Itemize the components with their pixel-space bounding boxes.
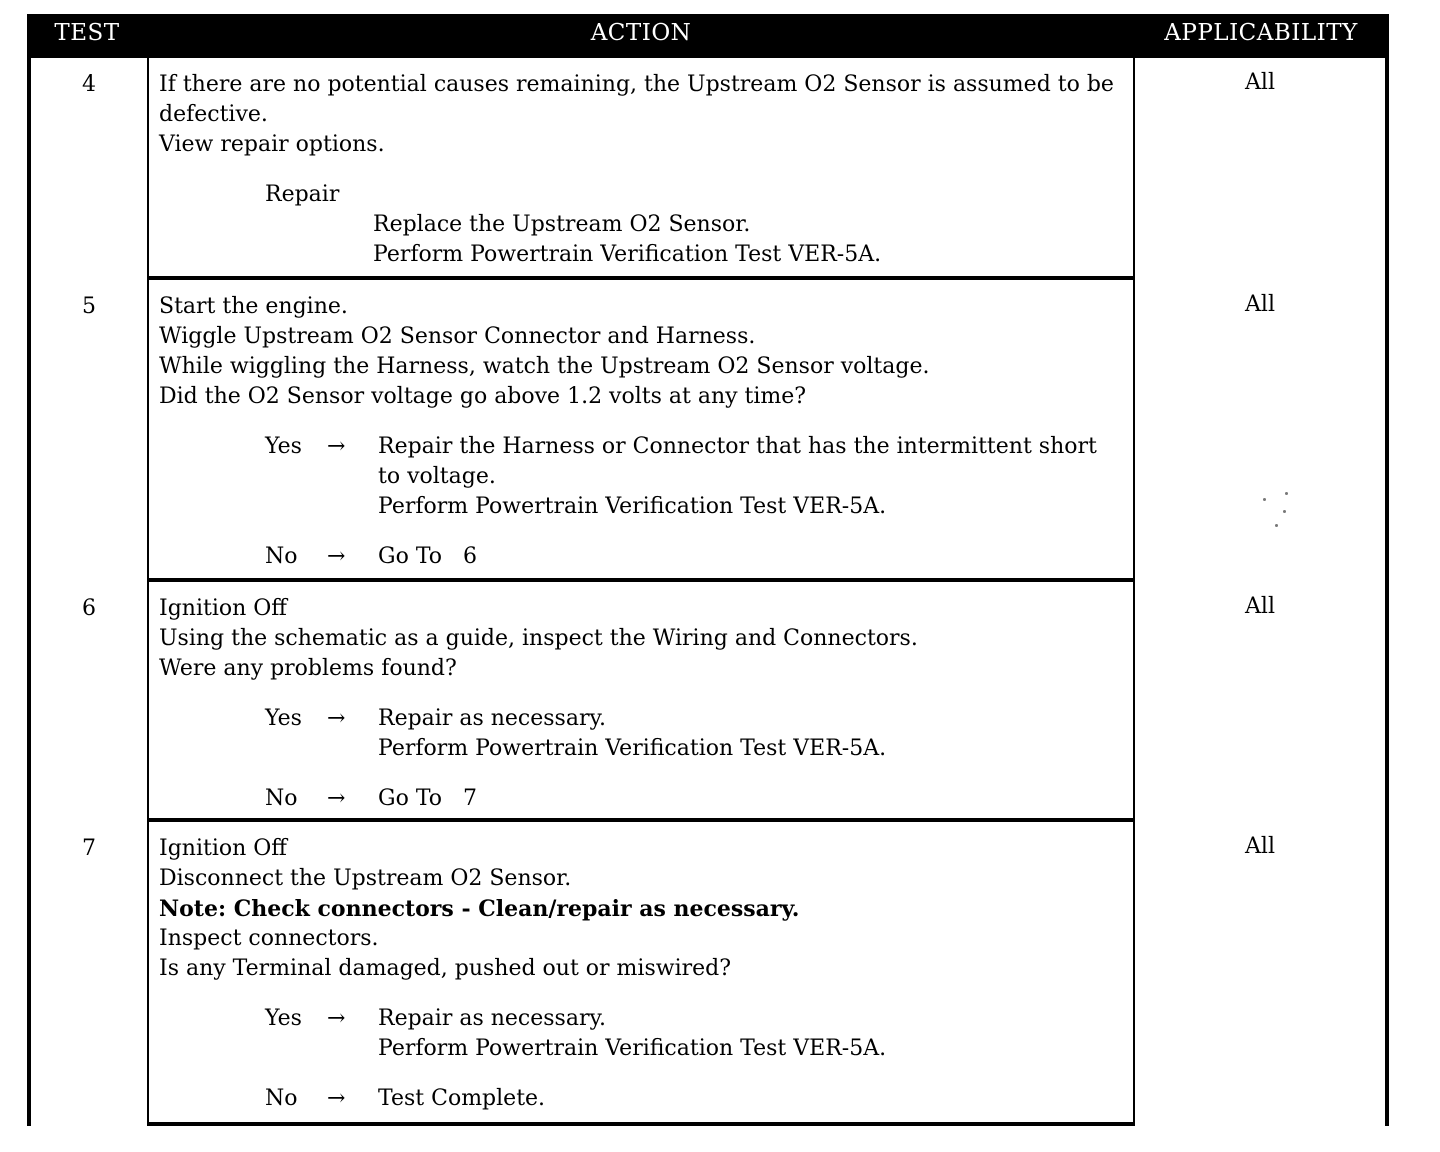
table-header — [27, 14, 1389, 55]
action-line: Using the schematic as a guide, inspect the Wiring and Connectors. — [159, 626, 918, 651]
arrow-right-icon: → — [327, 434, 346, 459]
no-branch — [159, 1084, 1133, 1114]
action-line: defective. — [159, 102, 268, 127]
arrow-right-icon: → — [327, 786, 346, 811]
no-label: No — [265, 1086, 298, 1111]
yes-line: Perform Powertrain Verification Test VER-5A. — [378, 736, 887, 761]
action-line: View repair options. — [159, 132, 385, 157]
applicability-6: All — [1135, 582, 1385, 830]
header-test: TEST — [54, 20, 120, 46]
action-line: Ignition Off — [159, 596, 287, 621]
scan-speck — [1283, 510, 1286, 513]
yes-line: Repair the Harness or Connector that has the intermittent short — [378, 434, 1097, 459]
action-line: Inspect connectors. — [159, 926, 379, 951]
action-line: Did the O2 Sensor voltage go above 1.2 volts at any time? — [159, 384, 807, 409]
yes-line: Perform Powertrain Verification Test VER-5A. — [378, 1036, 887, 1061]
yes-branch — [159, 432, 1133, 522]
arrow-right-icon: → — [327, 544, 346, 569]
repair-line: Perform Powertrain Verification Test VER-5A. — [373, 242, 882, 267]
test-number-4: 4 — [31, 58, 147, 290]
applicability-text: All — [1245, 292, 1275, 317]
action-line: If there are no potential causes remaining, the Upstream O2 Sensor is assumed to be — [159, 72, 1114, 97]
no-branch — [159, 784, 1133, 814]
no-text: Go To 7 — [378, 786, 477, 811]
arrow-right-icon: → — [327, 1086, 346, 1111]
arrow-right-icon: → — [327, 1006, 346, 1031]
yes-line: to voltage. — [378, 464, 496, 489]
yes-line: Perform Powertrain Verification Test VER-5A. — [378, 494, 887, 519]
no-text: Go To 6 — [378, 544, 477, 569]
applicability-7: All — [1135, 822, 1385, 1134]
action-cell-5 — [149, 280, 1133, 578]
header-action: ACTION — [590, 20, 692, 46]
test-number-5: 5 — [31, 280, 147, 592]
action-cell-6 — [149, 582, 1133, 818]
scan-speck — [1285, 492, 1288, 495]
action-line: While wiggling the Harness, watch the Upstream O2 Sensor voltage. — [159, 354, 930, 379]
test-number-7: 7 — [31, 822, 147, 1136]
action-cell-7 — [149, 822, 1133, 1122]
action-cell-4 — [149, 58, 1133, 276]
scan-speck — [1275, 524, 1278, 527]
action-line: Disconnect the Upstream O2 Sensor. — [159, 866, 572, 891]
no-branch — [159, 542, 1133, 572]
yes-line: Repair as necessary. — [378, 706, 606, 731]
test-number-6: 6 — [31, 582, 147, 832]
yes-label: Yes — [265, 1006, 302, 1031]
arrow-right-icon: → — [327, 706, 346, 731]
yes-branch — [159, 1004, 1133, 1064]
action-line: Ignition Off — [159, 836, 287, 861]
applicability-4: All — [1135, 58, 1385, 288]
yes-label: Yes — [265, 706, 302, 731]
yes-label: Yes — [265, 434, 302, 459]
action-line: Were any problems found? — [159, 656, 457, 681]
diagnostic-test-table — [27, 14, 1389, 1126]
yes-line: Repair as necessary. — [378, 1006, 606, 1031]
header-applicability: APPLICABILITY — [1164, 20, 1358, 46]
no-label: No — [265, 786, 298, 811]
no-label: No — [265, 544, 298, 569]
yes-branch — [159, 704, 1133, 764]
applicability-5 — [1135, 280, 1385, 590]
scan-speck — [1263, 498, 1266, 501]
action-line: Wiggle Upstream O2 Sensor Connector and Harness. — [159, 324, 756, 349]
repair-label: Repair — [265, 182, 340, 207]
no-text: Test Complete. — [378, 1086, 546, 1111]
action-line: Is any Terminal damaged, pushed out or miswired? — [159, 956, 732, 981]
action-line: Start the engine. — [159, 294, 348, 319]
note-line: Note: Check connectors - Clean/repair as necessary. — [159, 896, 800, 922]
repair-line: Replace the Upstream O2 Sensor. — [373, 212, 751, 237]
